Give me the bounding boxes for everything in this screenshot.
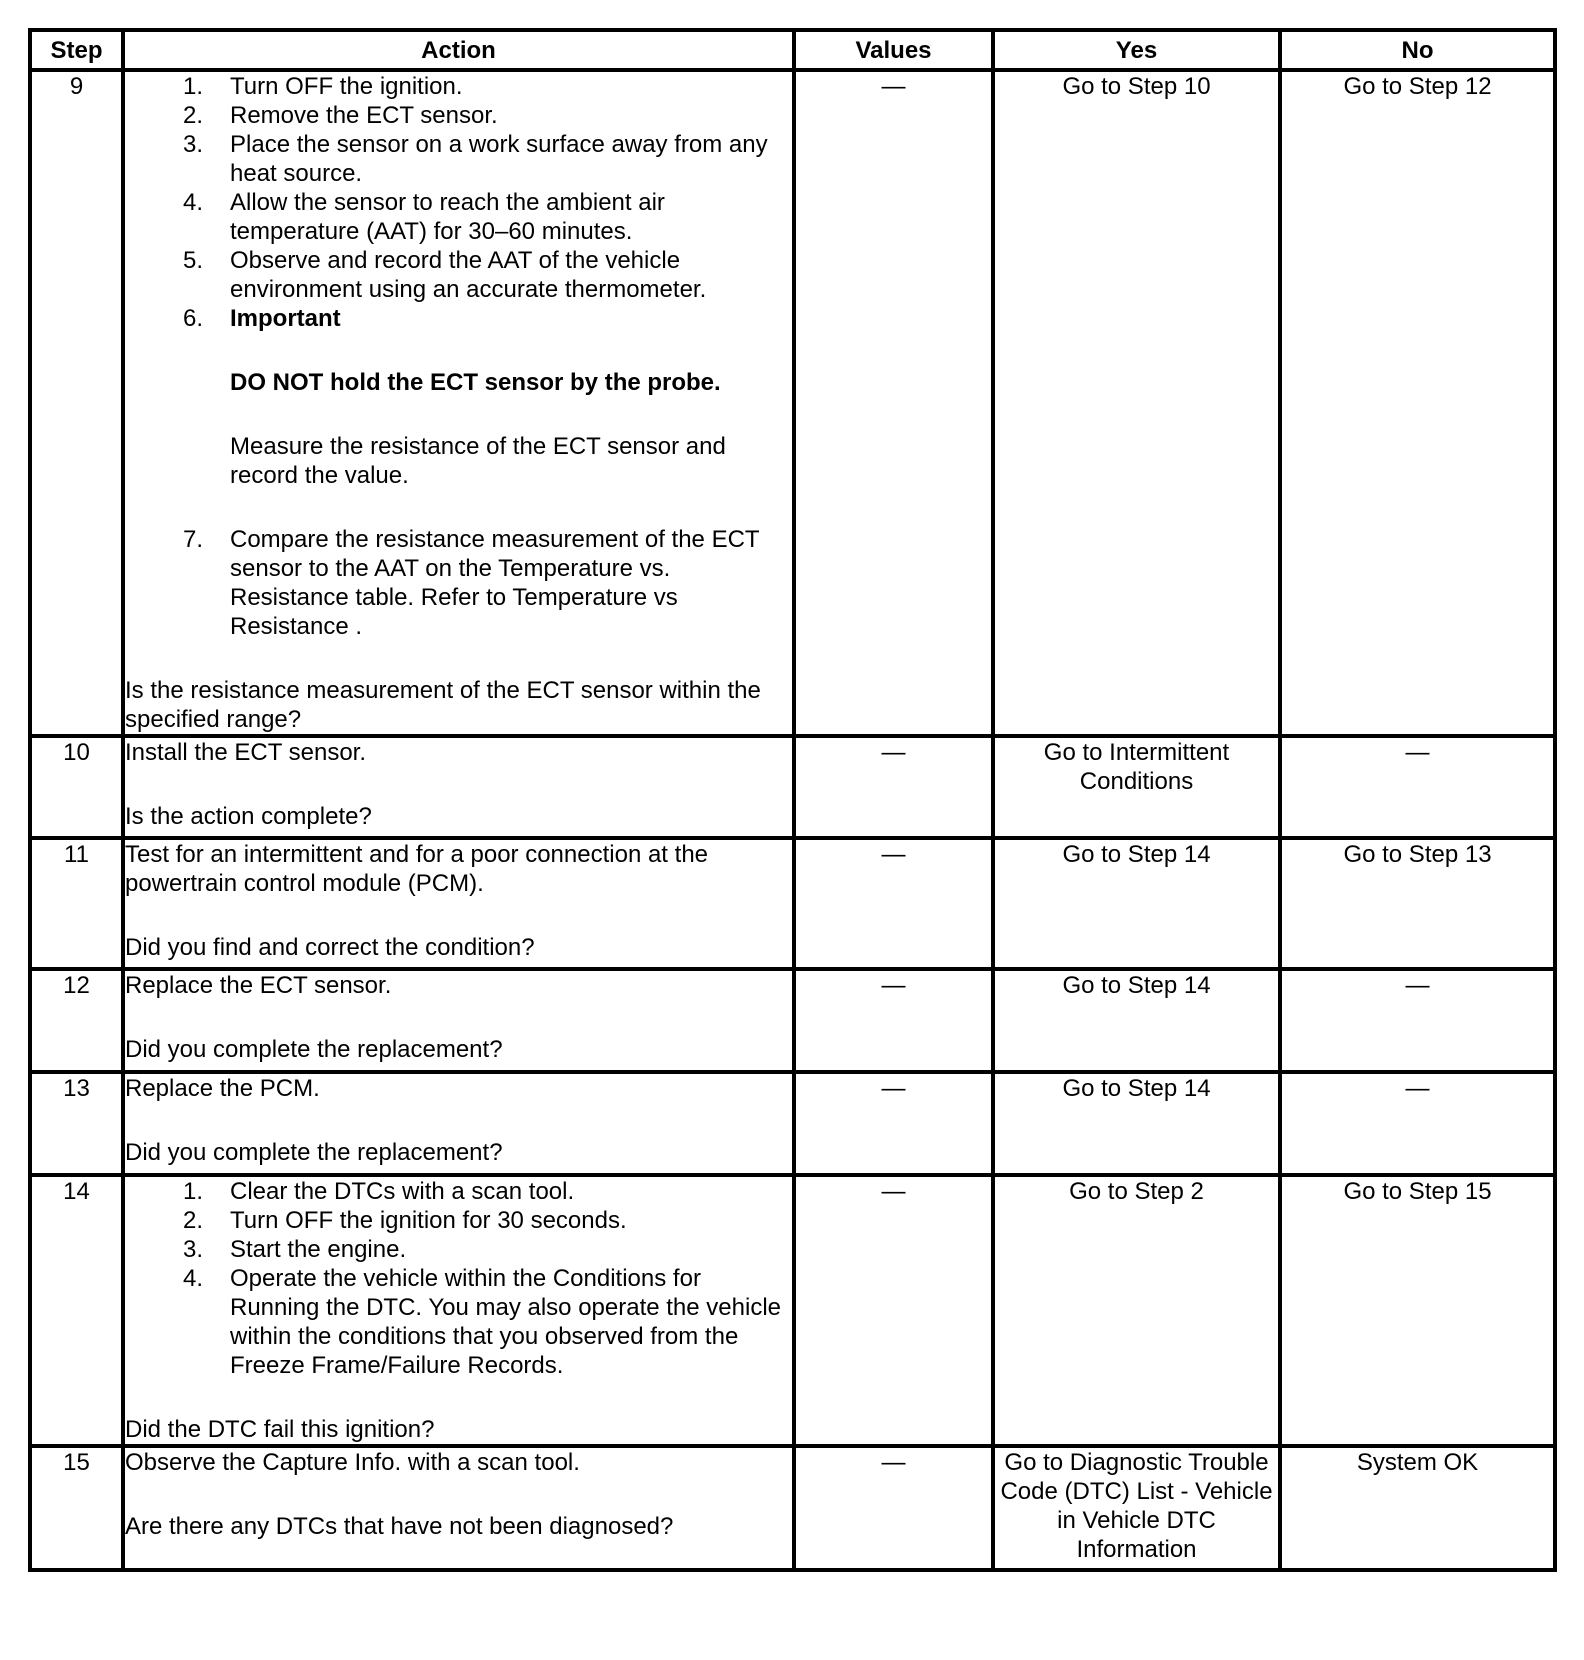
step-number: 12 — [30, 969, 123, 1072]
action-cell — [123, 969, 794, 1072]
action-list — [125, 1177, 792, 1380]
action-question: Is the resistance measurement of the ECT sensor within the specified range? — [125, 677, 761, 733]
no-cell: — — [1280, 1072, 1555, 1175]
action-text: Replace the PCM. — [125, 1075, 320, 1102]
yes-cell: Go to Step 14 — [993, 1072, 1280, 1175]
step-number: 11 — [30, 838, 123, 969]
header-yes: Yes — [993, 30, 1280, 70]
measure-text: Measure the resistance of the ECT sensor and record the value. — [230, 433, 726, 489]
action-text: Replace the ECT sensor. — [125, 972, 392, 999]
important-label: Important — [230, 305, 341, 332]
list-item — [125, 304, 792, 490]
action-question: Did the DTC fail this ignition? — [125, 1416, 435, 1443]
item-number: 2. — [182, 102, 203, 129]
value-cell: — — [794, 70, 993, 736]
action-list — [125, 72, 792, 641]
action-question: Did you complete the replacement? — [125, 1036, 503, 1063]
item-number: 5. — [182, 247, 203, 274]
list-item: 1. Turn OFF the ignition. — [125, 72, 792, 101]
table-row — [30, 1072, 1555, 1175]
yes-cell: Go to Step 2 — [993, 1175, 1280, 1446]
list-item: 3. Place the sensor on a work surface away from any heat source. — [125, 130, 792, 188]
step-number: 14 — [30, 1175, 123, 1446]
action-question: Did you complete the replacement? — [125, 1139, 503, 1166]
item-number: 1. — [182, 73, 203, 100]
yes-cell: Go to Step 14 — [993, 838, 1280, 969]
action-cell — [123, 838, 794, 969]
diagnostic-table — [28, 28, 1557, 1572]
table-row — [30, 838, 1555, 969]
no-cell: Go to Step 15 — [1280, 1175, 1555, 1446]
table-row — [30, 1446, 1555, 1570]
value-cell: — — [794, 1175, 993, 1446]
item-number: 3. — [182, 131, 203, 158]
yes-cell: Go to Step 14 — [993, 969, 1280, 1072]
action-cell — [123, 1072, 794, 1175]
value-cell: — — [794, 1072, 993, 1175]
item-number: 6. — [182, 305, 203, 332]
value-cell: — — [794, 838, 993, 969]
step-number: 10 — [30, 736, 123, 838]
no-cell: System OK — [1280, 1446, 1555, 1570]
item-number: 7. — [182, 526, 203, 553]
table-row — [30, 969, 1555, 1072]
header-values: Values — [794, 30, 993, 70]
action-question: Are there any DTCs that have not been diagnosed? — [125, 1513, 674, 1540]
table-row — [30, 1175, 1555, 1446]
list-item: 4. Operate the vehicle within the Conditions for Running the DTC. You may also operate the vehicle within the conditions that you observed from the Freeze Frame/Failure Records. — [125, 1264, 792, 1380]
list-item: 5. Observe and record the AAT of the vehicle environment using an accurate thermometer. — [125, 246, 792, 304]
important-note: DO NOT hold the ECT sensor by the probe. — [230, 369, 721, 396]
action-cell — [123, 70, 794, 736]
item-number: 2. — [182, 1207, 203, 1234]
value-cell: — — [794, 736, 993, 838]
header-step: Step — [30, 30, 123, 70]
header-row — [30, 30, 1555, 70]
action-question: Is the action complete? — [125, 803, 372, 830]
value-cell: — — [794, 1446, 993, 1570]
yes-cell: Go to Step 10 — [993, 70, 1280, 736]
step-number: 15 — [30, 1446, 123, 1570]
item-number: 3. — [182, 1236, 203, 1263]
header-no: No — [1280, 30, 1555, 70]
action-text: Observe the Capture Info. with a scan tool. — [125, 1449, 580, 1476]
item-number: 4. — [182, 1265, 203, 1292]
no-cell: Go to Step 13 — [1280, 838, 1555, 969]
no-cell: Go to Step 12 — [1280, 70, 1555, 736]
yes-cell: Go to Diagnostic Trouble Code (DTC) List - Vehicle in Vehicle DTC Information — [993, 1446, 1280, 1570]
action-cell — [123, 736, 794, 838]
list-item: 2. Remove the ECT sensor. — [125, 101, 792, 130]
table-row — [30, 736, 1555, 838]
list-item: 3. Start the engine. — [125, 1235, 792, 1264]
item-number: 4. — [182, 189, 203, 216]
list-item: 4. Allow the sensor to reach the ambient air temperature (AAT) for 30–60 minutes. — [125, 188, 792, 246]
step-number: 13 — [30, 1072, 123, 1175]
table-row — [30, 70, 1555, 736]
list-item: 2. Turn OFF the ignition for 30 seconds. — [125, 1206, 792, 1235]
item-number: 1. — [182, 1178, 203, 1205]
action-cell — [123, 1175, 794, 1446]
yes-cell: Go to Intermittent Conditions — [993, 736, 1280, 838]
step-number: 9 — [30, 70, 123, 736]
action-cell — [123, 1446, 794, 1570]
value-cell: — — [794, 969, 993, 1072]
action-text: Test for an intermittent and for a poor connection at the powertrain control module (PCM). — [125, 841, 709, 897]
no-cell: — — [1280, 736, 1555, 838]
action-text: Install the ECT sensor. — [125, 739, 367, 766]
action-question: Did you find and correct the condition? — [125, 934, 535, 961]
header-action: Action — [123, 30, 794, 70]
no-cell: — — [1280, 969, 1555, 1072]
list-item: 1. Clear the DTCs with a scan tool. — [125, 1177, 792, 1206]
list-item: 7. Compare the resistance measurement of the ECT sensor to the AAT on the Temperature vs. Resistance table. Refer to Temperature vs Resistance . — [125, 525, 792, 641]
